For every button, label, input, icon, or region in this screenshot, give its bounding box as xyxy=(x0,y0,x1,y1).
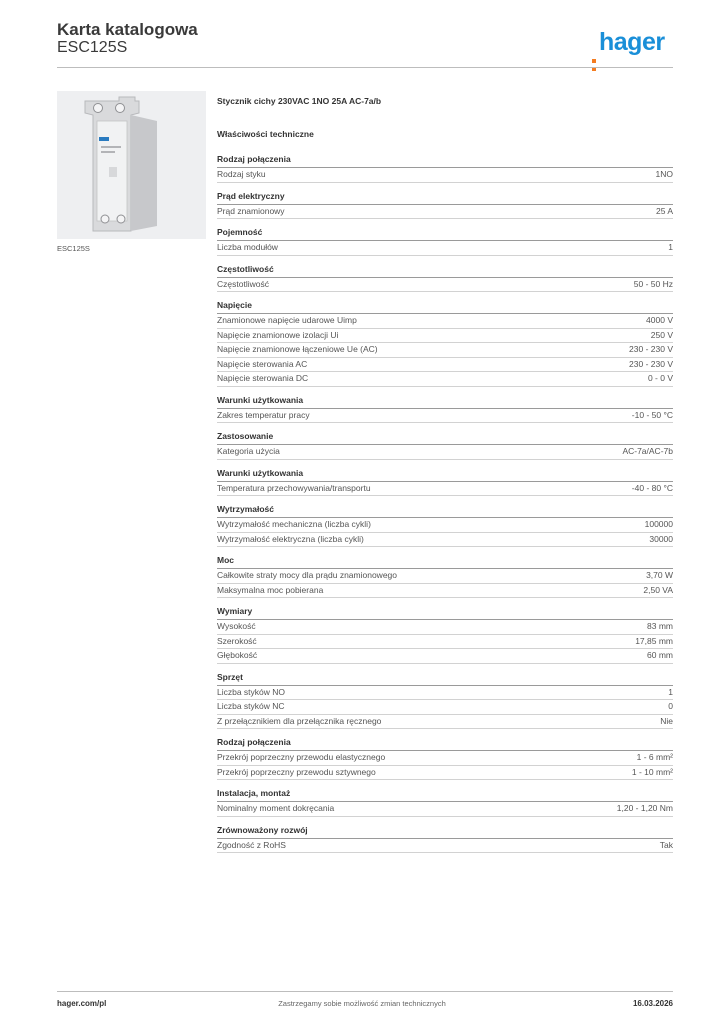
spec-row xyxy=(217,635,673,650)
section-heading: Warunki użytkowania xyxy=(217,468,673,482)
spec-label: Napięcie znamionowe izolacji Ui xyxy=(217,329,339,340)
document-title: Karta katalogowa xyxy=(57,20,198,39)
spec-value: 60 mm xyxy=(647,650,673,660)
section-heading: Zastosowanie xyxy=(217,431,673,445)
spec-label: Napięcie sterowania DC xyxy=(217,373,309,383)
spec-value: Nie xyxy=(660,715,673,726)
spec-row xyxy=(217,329,673,344)
spec-row xyxy=(217,409,673,424)
section-heading: Napięcie xyxy=(217,300,673,314)
spec-label: Liczba styków NC xyxy=(217,701,285,711)
spec-value: -10 - 50 °C xyxy=(631,409,673,420)
spec-content xyxy=(217,96,673,853)
section-heading: Wymiary xyxy=(217,606,673,620)
spec-label: Nominalny moment dokręcania xyxy=(217,803,335,813)
spec-row xyxy=(217,241,673,256)
section-heading: Częstotliwość xyxy=(217,264,673,278)
spec-value: 0 xyxy=(668,701,673,711)
section-heading: Rodzaj połączenia xyxy=(217,737,673,751)
spec-row xyxy=(217,569,673,584)
spec-section xyxy=(217,264,673,293)
spec-value: 83 mm xyxy=(647,621,673,631)
spec-label: Głębokość xyxy=(217,650,258,660)
footer-divider xyxy=(57,991,673,992)
spec-value: 1 - 6 mm² xyxy=(636,752,673,762)
spec-section xyxy=(217,300,673,387)
spec-label: Przekrój poprzeczny przewodu elastycznego xyxy=(217,752,386,762)
spec-value: 17,85 mm xyxy=(635,635,673,646)
spec-label: Rodzaj styku xyxy=(217,169,266,179)
spec-label: Przekrój poprzeczny przewodu sztywnego xyxy=(217,766,376,777)
spec-row xyxy=(217,533,673,548)
section-heading: Zrównoważony rozwój xyxy=(217,825,673,839)
spec-row xyxy=(217,649,673,664)
spec-row xyxy=(217,314,673,329)
spec-value: Tak xyxy=(659,839,673,850)
spec-label: Kategoria użycia xyxy=(217,446,280,456)
footer-notice: Zastrzegamy sobie możliwość zmian technicznych xyxy=(278,999,446,1008)
spec-value: -40 - 80 °C xyxy=(631,482,673,493)
spec-label: Wytrzymałość elektryczna (liczba cykli) xyxy=(217,533,364,544)
header-divider xyxy=(57,67,673,68)
spec-label: Z przełącznikiem dla przełącznika ręcznego xyxy=(217,715,382,726)
section-heading: Rodzaj połączenia xyxy=(217,154,673,168)
spec-label: Całkowite straty mocy dla prądu znamionowego xyxy=(217,570,398,580)
spec-value: 100000 xyxy=(644,519,673,529)
spec-label: Wytrzymałość mechaniczna (liczba cykli) xyxy=(217,519,371,529)
contactor-illustration xyxy=(57,91,206,239)
product-title: Stycznik cichy 230VAC 1NO 25A AC-7a/b xyxy=(217,96,382,106)
spec-value: 1,20 - 1,20 Nm xyxy=(616,803,673,813)
spec-row xyxy=(217,584,673,599)
spec-label: Częstotliwość xyxy=(217,278,269,289)
spec-row xyxy=(217,518,673,533)
properties-title: Właściwości techniczne xyxy=(217,129,314,139)
spec-value: 2,50 VA xyxy=(643,584,673,595)
product-code: ESC125S xyxy=(57,39,128,56)
spec-label: Temperatura przechowywania/transportu xyxy=(217,482,371,493)
spec-row xyxy=(217,278,673,293)
spec-value: 3,70 W xyxy=(646,570,673,580)
spec-label: Zakres temperatur pracy xyxy=(217,409,310,420)
section-heading: Moc xyxy=(217,555,673,569)
spec-row xyxy=(217,766,673,781)
spec-section xyxy=(217,504,673,547)
spec-row xyxy=(217,715,673,730)
spec-row xyxy=(217,839,673,854)
spec-label: Prąd znamionowy xyxy=(217,205,285,216)
spec-row xyxy=(217,686,673,701)
spec-value: 50 - 50 Hz xyxy=(633,278,673,289)
spec-section xyxy=(217,395,673,424)
spec-label: Zgodność z RoHS xyxy=(217,839,286,850)
spec-value: 1 xyxy=(668,686,673,697)
image-caption: ESC125S xyxy=(57,244,90,253)
spec-row xyxy=(217,205,673,220)
spec-value: 230 - 230 V xyxy=(629,344,673,354)
spec-label: Znamionowe napięcie udarowe Uimp xyxy=(217,315,357,325)
spec-row xyxy=(217,620,673,635)
spec-row xyxy=(217,700,673,715)
spec-row xyxy=(217,802,673,817)
spec-section xyxy=(217,468,673,497)
spec-value: 250 V xyxy=(650,329,673,340)
footer-website: hager.com/pl xyxy=(57,999,107,1008)
spec-section xyxy=(217,788,673,817)
section-heading: Prąd elektryczny xyxy=(217,191,673,205)
spec-value: 4000 V xyxy=(646,315,673,325)
spec-value: 230 - 230 V xyxy=(629,358,673,369)
spec-section xyxy=(217,154,673,183)
logo-text: hager xyxy=(599,28,665,56)
spec-section xyxy=(217,431,673,460)
spec-row xyxy=(217,445,673,460)
section-heading: Instalacja, montaż xyxy=(217,788,673,802)
spec-row xyxy=(217,372,673,387)
spec-row xyxy=(217,751,673,766)
hager-logo xyxy=(592,28,665,57)
spec-label: Liczba modułów xyxy=(217,242,278,252)
product-image xyxy=(57,91,206,239)
spec-label: Wysokość xyxy=(217,621,256,631)
spec-value: 0 - 0 V xyxy=(647,373,673,383)
spec-section xyxy=(217,737,673,780)
spec-row xyxy=(217,343,673,358)
spec-value: 25 A xyxy=(655,205,673,216)
spec-section xyxy=(217,555,673,598)
spec-row xyxy=(217,482,673,497)
spec-row xyxy=(217,168,673,183)
spec-sections xyxy=(217,154,673,853)
spec-label: Szerokość xyxy=(217,635,257,646)
footer-date: 16.03.2026 xyxy=(632,999,673,1008)
spec-label: Napięcie sterowania AC xyxy=(217,358,308,369)
section-heading: Wytrzymałość xyxy=(217,504,673,518)
spec-label: Liczba styków NO xyxy=(217,686,286,697)
spec-section xyxy=(217,672,673,730)
spec-row xyxy=(217,358,673,373)
spec-value: 30000 xyxy=(649,533,673,544)
spec-section xyxy=(217,606,673,664)
spec-section xyxy=(217,227,673,256)
section-heading: Sprzęt xyxy=(217,672,673,686)
spec-value: 1NO xyxy=(655,169,673,179)
spec-label: Napięcie znamionowe łączeniowe Ue (AC) xyxy=(217,344,378,354)
spec-value: AC-7a/AC-7b xyxy=(622,446,673,456)
spec-value: 1 - 10 mm² xyxy=(631,766,673,777)
spec-label: Maksymalna moc pobierana xyxy=(217,584,324,595)
spec-section xyxy=(217,191,673,220)
spec-value: 1 xyxy=(668,242,673,252)
section-heading: Pojemność xyxy=(217,227,673,241)
section-heading: Warunki użytkowania xyxy=(217,395,673,409)
spec-section xyxy=(217,825,673,854)
